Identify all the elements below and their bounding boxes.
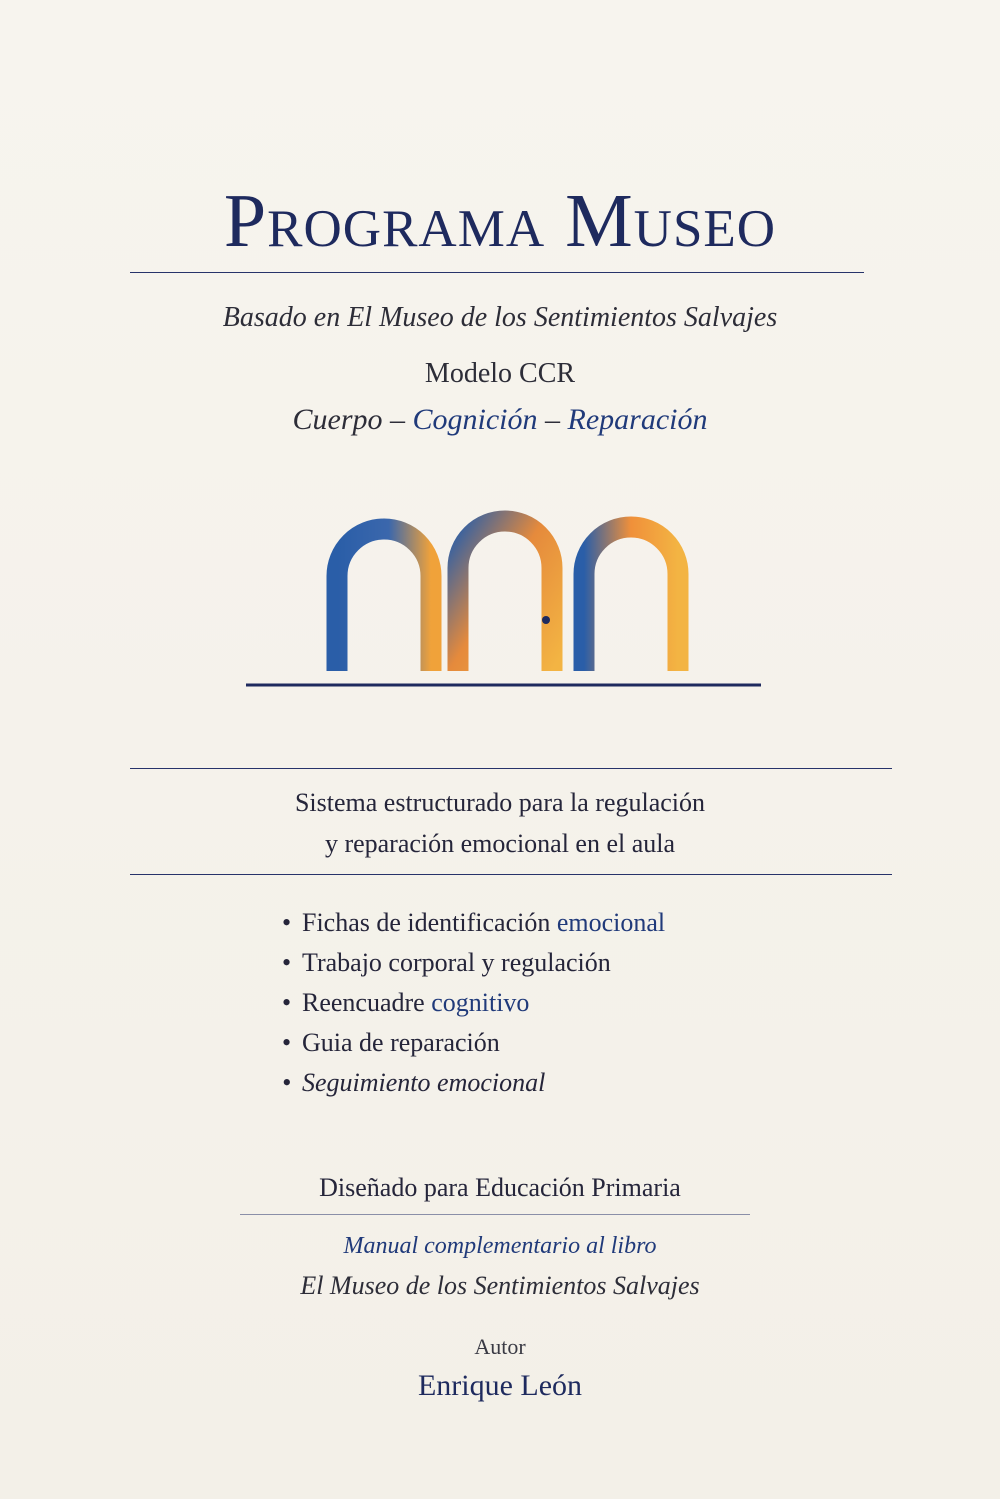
book-subtitle: Basado en El Museo de los Sentimientos Salvajes <box>222 302 778 333</box>
complement-note: Manual complementario al libro <box>343 1233 657 1259</box>
arch-right <box>584 527 678 671</box>
feature-item: • Fichas de identificación emocional <box>282 903 665 943</box>
feature-item: • Seguimiento emocional <box>282 1063 665 1103</box>
author-name: Enrique León <box>417 1369 583 1402</box>
feature-item: • Trabajo corporal y regulación <box>282 943 665 983</box>
description-top-divider <box>130 768 892 769</box>
three-arched-doors-icon <box>240 508 765 693</box>
model-label: Modelo CCR <box>424 358 576 389</box>
feature-item: • Reencuadre cognitivo <box>282 983 665 1023</box>
audience-divider <box>240 1214 750 1215</box>
description-line: y reparación emocional en el aula <box>324 829 676 858</box>
arch-center <box>458 521 552 671</box>
ccr-separator: – <box>537 403 568 436</box>
ccr-components <box>0 399 1000 441</box>
ccr-body: Cuerpo <box>292 403 383 436</box>
book-title: Programa Museo <box>223 179 777 263</box>
target-audience: Diseñado para Educación Primaria <box>319 1173 681 1202</box>
ccr-repair: Reparación <box>567 403 708 436</box>
author-label: Autor <box>474 1334 526 1359</box>
feature-list <box>282 903 665 1103</box>
program-description <box>0 782 1000 864</box>
arch-left <box>337 529 431 671</box>
description-line: Sistema estructurado para la regulación <box>294 788 706 817</box>
ccr-separator: – <box>382 403 413 436</box>
companion-book-title: El Museo de los Sentimientos Salvajes <box>300 1271 700 1300</box>
ccr-cognition: Cognición <box>412 403 538 436</box>
door-knob <box>542 616 550 624</box>
feature-item: • Guia de reparación <box>282 1023 665 1063</box>
description-bottom-divider <box>130 874 892 875</box>
title-divider <box>130 272 864 273</box>
